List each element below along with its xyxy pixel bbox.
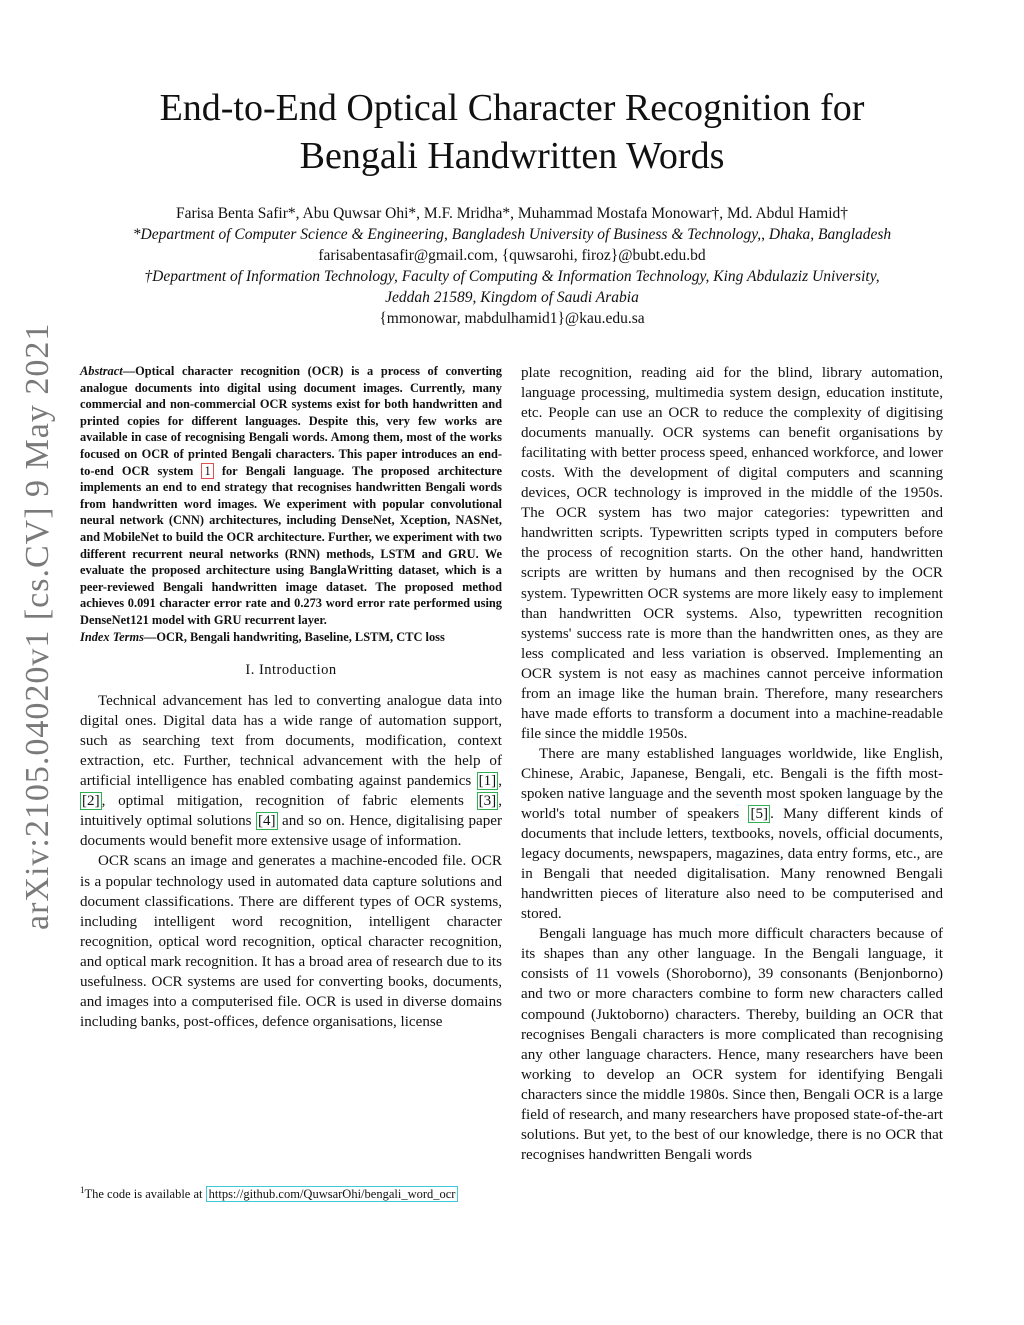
abstract — [80, 363, 502, 629]
footnote — [80, 1185, 502, 1202]
footnote-link[interactable]: 1 — [201, 463, 213, 479]
intro-p4-text-a: There are many established languages worldwide, like English, Chinese, Arabic, Japanese, Bengali, etc. Bengali is the fifth most-spoken native language and the seventh most spoken language by the world's total number of speakers — [521, 745, 943, 823]
paper-title — [80, 84, 944, 180]
author-names: Farisa Benta Safir*, Abu Quwsar Ohi*, M.F. Mridha*, Muhammad Mostafa Monowar†, Md. Abdul Hamid† — [175, 205, 849, 222]
index-terms-text: —OCR, Bengali handwriting, Baseline, LSTM, CTC loss — [143, 629, 445, 644]
intro-p1-text-a: Technical advancement has led to converting analogue data into digital ones. Digital data has a wide range of automation support, such as searching text from documents, modification, context extraction, etc. Further, technical advancement with the help of artificial intelligence has enabled combating against pandemics — [80, 693, 502, 790]
footnote-mark: 1 — [80, 1185, 85, 1195]
footnote-text: The code is available at — [84, 1187, 206, 1202]
footnote-url-link[interactable]: https://github.com/QuwsarOhi/bengali_word_ocr — [206, 1186, 459, 1202]
intro-p4-text-b: . Many different kinds of documents that include letters, textbooks, novels, official documents, legacy documents, newspapers, magazines, data entry forms, etc., are in Bengali that needed digitalisation. Many renowned Bengali handwritten pieces of literature also need to be computerised and stored. — [521, 806, 943, 923]
citation-3[interactable]: [3] — [478, 793, 497, 810]
abstract-label: Abstract — [80, 364, 123, 378]
author-block — [80, 203, 944, 329]
intro-p1-text-c: , optimal mitigation, recognition of fabric elements — [101, 793, 477, 810]
title-line-2: Bengali Handwritten Words — [299, 135, 725, 177]
section-heading-introduction: I. Introduction — [245, 662, 337, 679]
intro-paragraph-3: plate recognition, reading aid for the blind, library automation, language processing, multimedia system design, education institute, etc. People can use an OCR to reduce the complexity of digitising documents manually. OCR systems can benefit organisations by facilitating with better process speed, enhanced workforce, and lower costs. With the development of digital computers and scanning devices, OCR technology is improved in the middle of the 1950s. The OCR system has two major categories: typewritten and handwritten scripts. Typewritten scripts typed in computers before the process of recognition starts. On the other hand, handwritten scripts are written by humans and then recognised by the OCR system. Typewritten OCR systems are more likely easy to implement than handwritten OCR systems. Also, typewritten recognition systems' success rate is more than the handwritten ones, as they are less complicated and less variation is observed. Implementing an OCR system is not easy as machines cannot perceive information from an image like the human brain. Therefore, many researchers have made efforts to transform a document into a machine-readable file since the middle 1950s. — [521, 365, 943, 742]
intro-p1-text-d: , intuitively optimal solutions — [80, 793, 502, 830]
email-2: {mmonowar, mabdulhamid1}@kau.edu.sa — [379, 310, 645, 327]
intro-paragraph-2: OCR scans an image and generates a machine-encoded file. OCR is a popular technology used in automated data capture solutions and document classifications. There are different types of OCR systems, including intelligent word recognition, intelligent character recognition, optical word recognition, optical character recognition, and optical mark recognition. It has a broad area of research due to its usefulness. OCR systems are used for converting books, documents, and images into a computerised file. OCR is used in diverse domains including banks, post-offices, defence organisations, license — [80, 853, 502, 1030]
arxiv-identifier: arXiv:2105.04020v1 [cs.CV] 9 May 2021 — [19, 322, 56, 930]
index-terms — [80, 629, 502, 646]
affiliation-2-line-1: †Department of Information Technology, Faculty of Computing & Information Technology, King Abdulaziz University, — [144, 268, 880, 285]
affiliation-1: *Department of Computer Science & Engineering, Bangladesh University of Business & Technology,, Dhaka, Bangladesh — [132, 226, 892, 243]
email-1: farisabentasafir@gmail.com, {quwsarohi, firoz}@bubt.edu.bd — [318, 247, 706, 264]
index-terms-label: Index Terms — [80, 629, 144, 644]
intro-p1-text-b: , — [498, 773, 502, 790]
citation-2[interactable]: [2] — [82, 793, 100, 810]
abstract-text-2: for Bengali language. The proposed architecture implements an end to end strategy that recognises handwritten Bengali words from handwritten word images. We experiment with popular convolutional neural network (CNN) architectures, including DenseNet, Xception, NASNet, and MobileNet to build the OCR architecture. Further, we experiment with two different recurrent neural networks (RNN) methods, LSTM and GRU. We evaluate the proposed architecture using BanglaWritting dataset, which is a peer-reviewed Bengali handwritten image dataset. The proposed method achieves 0.091 character error rate and 0.273 word error rate performed using DenseNet121 model with GRU recurrent layer. — [80, 463, 502, 627]
intro-paragraph-4 — [521, 744, 943, 924]
title-line-1: End-to-End Optical Character Recognition for — [159, 87, 865, 129]
affiliation-2-line-2: Jeddah 21589, Kingdom of Saudi Arabia — [385, 289, 639, 306]
abstract-text-1: —Optical character recognition (OCR) is a process of converting analogue documents into digital using document images. Currently, many commercial and non-commercial OCR systems exist for both handwritten and printed copies for different languages. Despite this, very few works are available in case of recognising Bengali words. Among them, most of the works focused on OCR of printed Bengali characters. This paper introduces an end-to-end OCR system — [80, 364, 502, 478]
citation-4[interactable]: [4] — [257, 813, 276, 830]
intro-paragraph-1 — [80, 691, 502, 851]
intro-p1-text-e: and so on. Hence, digitalising paper documents would benefit more extensive usage of information. — [80, 813, 502, 850]
right-column — [521, 363, 943, 1165]
intro-paragraph-5: Bengali language has much more difficult characters because of its shapes than any other language. In the Bengali language, it consists of 11 vowels (Shoroborno), 39 consonants (Benjonborno) and two or more characters combine to form new characters called compound (Juktoborno) characters. Thereby, building an OCR that recognises Bengali characters is more complicated than recognising any other language characters. Hence, many researchers have been working to develop an OCR system for identifying Bengali characters since the middle 1980s. Since then, Bengali OCR is a large field of research, and many researchers have proposed state-of-the-art solutions. But yet, to the best of our knowledge, there is no OCR that recognises handwritten Bengali words — [521, 926, 943, 1163]
citation-1[interactable]: [1] — [478, 773, 497, 790]
left-column — [80, 363, 502, 1032]
citation-5[interactable]: [5] — [750, 806, 769, 823]
